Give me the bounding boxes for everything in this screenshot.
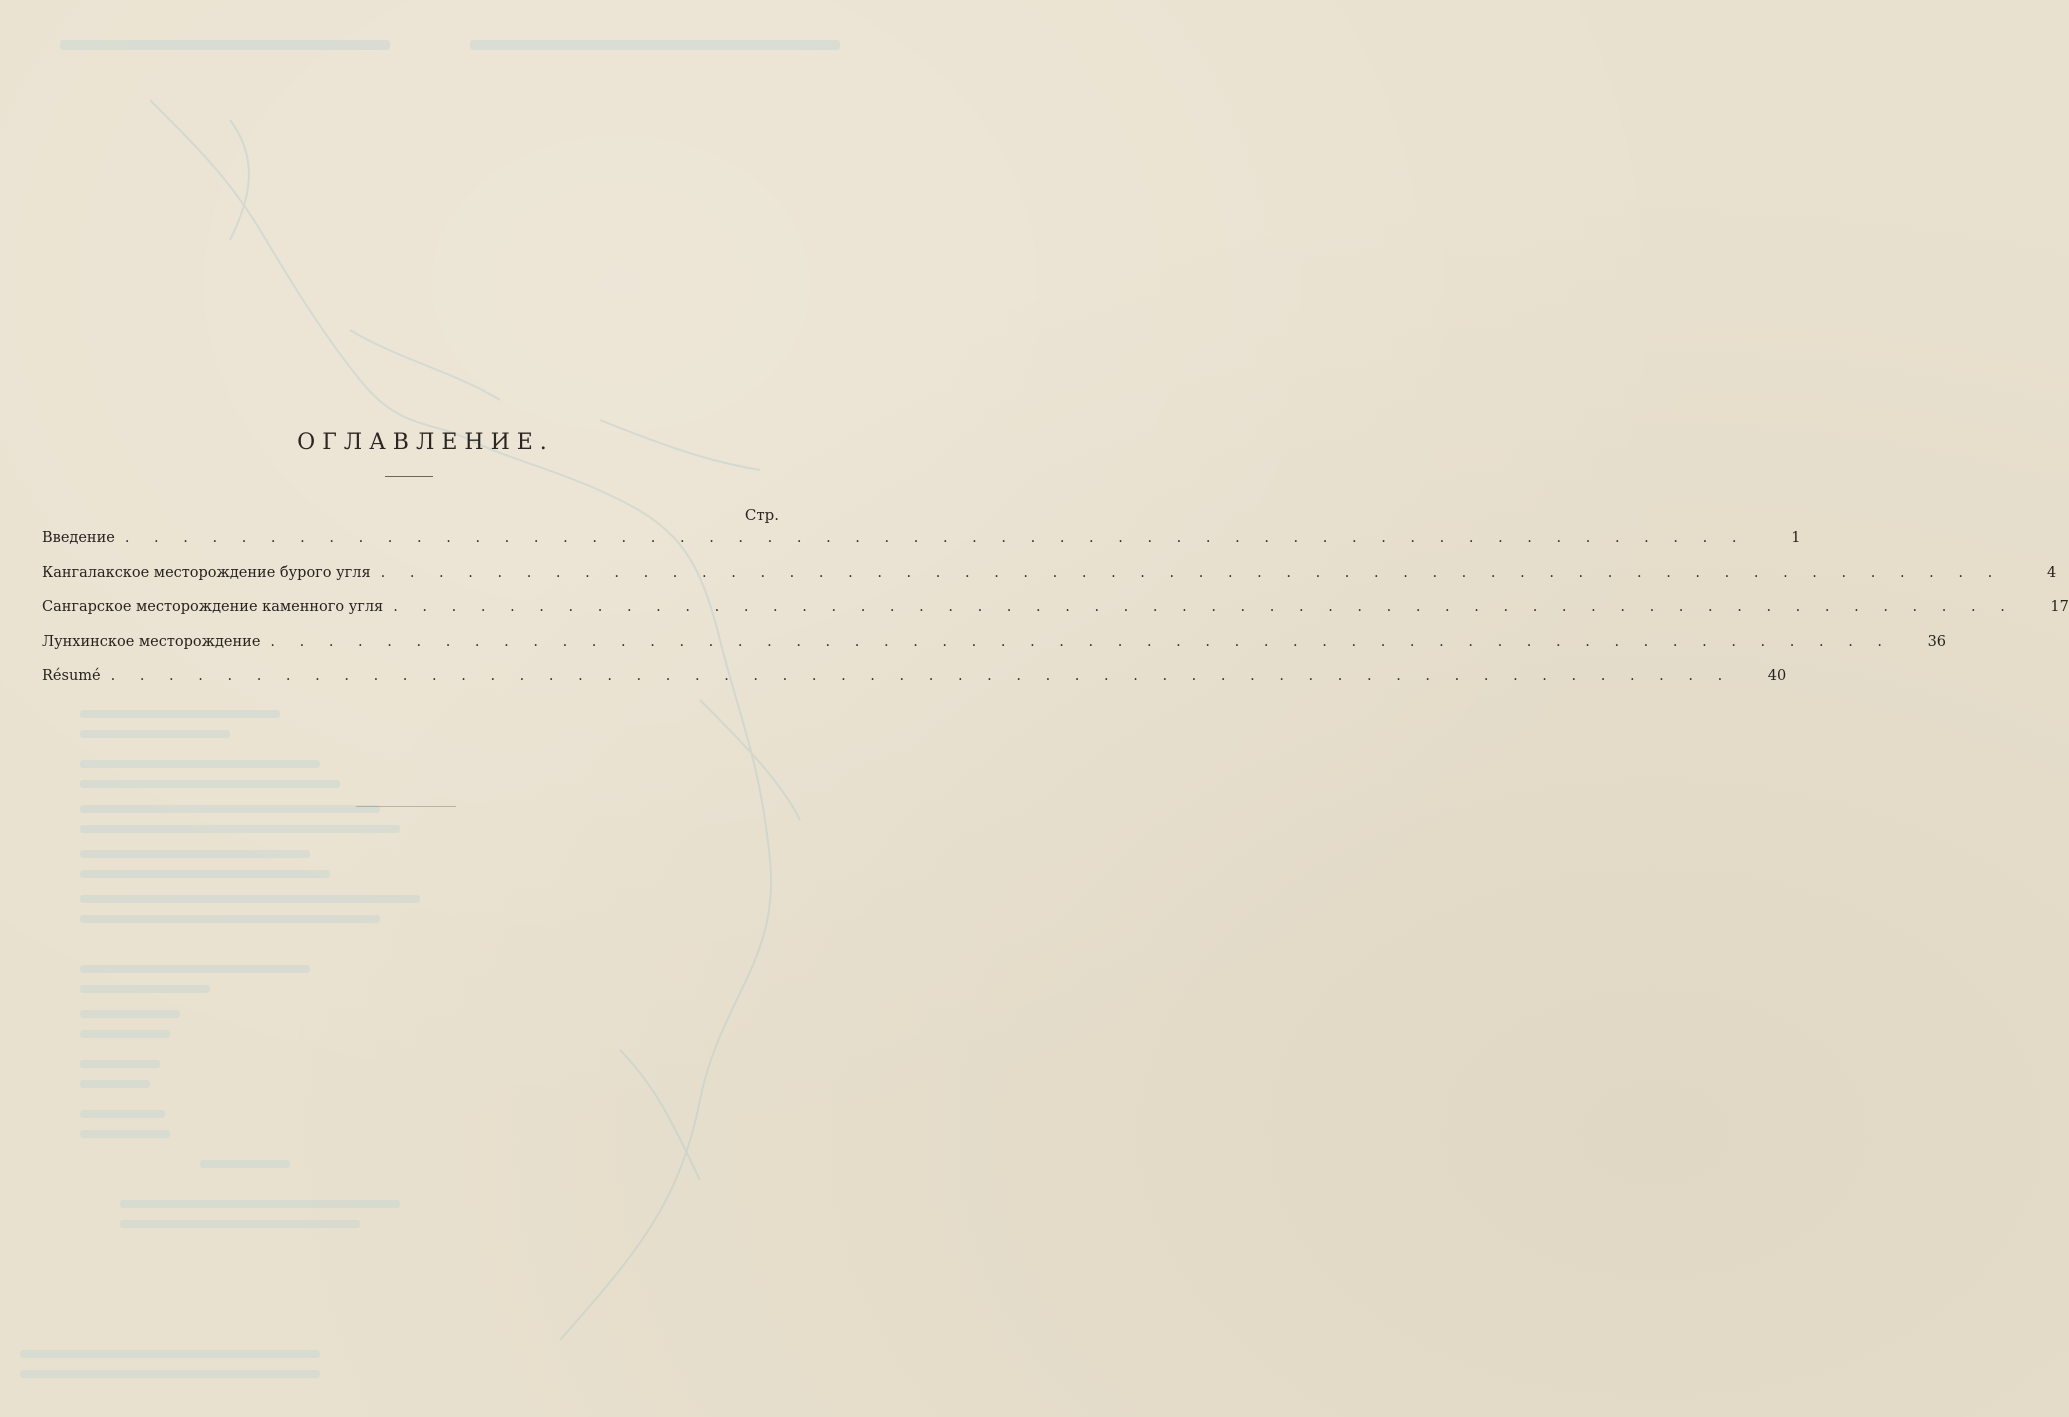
- dot-leader: . . . . . . . . . . . . . . . . . . . . . . . . . . . . . . . . . . . . . . . . . . . . . . . . . . . . . . . .: [380, 564, 2003, 581]
- toc-entry-page: 36: [1927, 633, 1947, 650]
- toc-entry-page: 17: [2050, 599, 2069, 615]
- page-column-header: Стр.: [744, 506, 779, 524]
- section-divider: [356, 806, 456, 807]
- toc-entry-page: 4: [2047, 564, 2057, 581]
- table-of-contents: [42, 530, 2069, 703]
- toc-entry-page: 40: [1767, 668, 1787, 684]
- toc-entry-resume: [42, 668, 1787, 703]
- toc-entry-lunkha: [42, 633, 1947, 669]
- toc-entry-label: Введение: [42, 530, 115, 546]
- page-title: ОГЛАВЛЕНИЕ.: [297, 430, 554, 455]
- toc-entry-kangalak: [42, 564, 2057, 600]
- toc-entry-page: 1: [1791, 530, 1801, 546]
- toc-entry-label: Résumé: [42, 668, 101, 684]
- title-divider: [385, 476, 433, 477]
- toc-entry-label: Сангарское месторождение каменного угля: [42, 599, 384, 615]
- toc-entry-sangar: [42, 599, 2069, 634]
- bleed-through-map: [0, 0, 851, 1417]
- toc-entry-label: Лунхинское месторождение: [42, 633, 261, 650]
- dot-leader: . . . . . . . . . . . . . . . . . . . . . . . . . . . . . . . . . . . . . . . . . . . . . . . . . . . . . . . .: [124, 530, 1747, 546]
- dot-leader: . . . . . . . . . . . . . . . . . . . . . . . . . . . . . . . . . . . . . . . . . . . . . . . . . . . . . . . .: [110, 668, 1733, 684]
- toc-entry-introduction: [42, 530, 1801, 565]
- toc-entry-label: Кангалакское месторождение бурого угля: [42, 564, 371, 581]
- dot-leader: . . . . . . . . . . . . . . . . . . . . . . . . . . . . . . . . . . . . . . . . . . . . . . . . . . . . . . . .: [393, 599, 2015, 615]
- dot-leader: . . . . . . . . . . . . . . . . . . . . . . . . . . . . . . . . . . . . . . . . . . . . . . . . . . . . . . . .: [270, 633, 1893, 650]
